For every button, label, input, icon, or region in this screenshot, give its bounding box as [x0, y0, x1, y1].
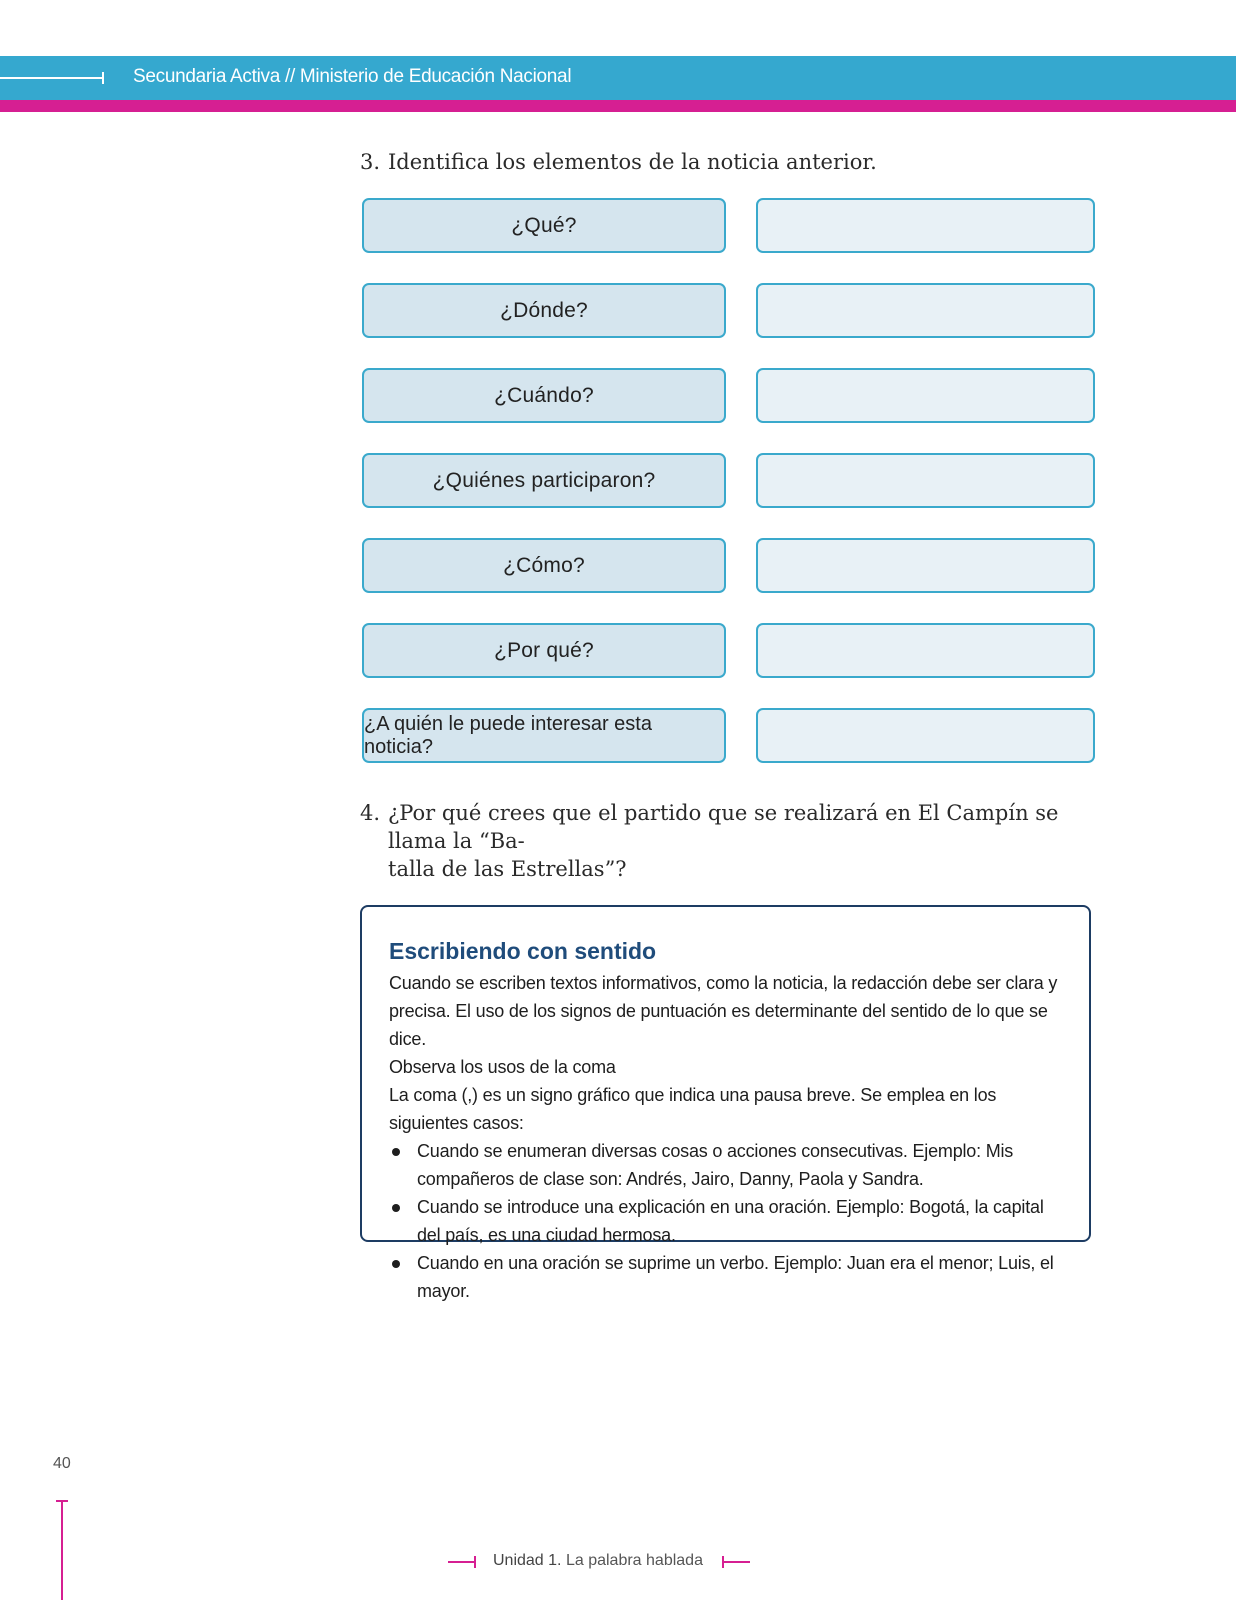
answer-box[interactable]: [756, 453, 1095, 508]
question-text: Identifica los elementos de la noticia anterior.: [388, 150, 877, 174]
answer-box[interactable]: [756, 198, 1095, 253]
row-quienes: [362, 453, 1095, 508]
info-paragraph-3: La coma (,) es un signo gráfico que indica una pausa breve. Se emplea en los siguientes casos:: [389, 1085, 997, 1133]
question-label-box: ¿Qué?: [362, 198, 726, 253]
row-a-quien: [362, 708, 1095, 763]
question-4: [360, 799, 1100, 883]
info-paragraph-1: Cuando se escriben textos informativos, como la noticia, la redacción debe ser clara y precisa. El uso de los signos de puntuación es determinante del sentido de lo que se dice.: [389, 973, 1058, 1049]
row-que: [362, 198, 1095, 253]
answer-box[interactable]: [756, 708, 1095, 763]
header-accent-stripe: [0, 100, 1236, 112]
page-number: 40: [53, 1455, 71, 1472]
row-por-que: [362, 623, 1095, 678]
question-label-box: ¿Dónde?: [362, 283, 726, 338]
question-label-box: ¿Quiénes participaron?: [362, 453, 726, 508]
question-label-box: ¿Cómo?: [362, 538, 726, 593]
row-como: [362, 538, 1095, 593]
answer-box[interactable]: [756, 283, 1095, 338]
footer-unit: Unidad 1.: [493, 1552, 562, 1569]
footer-right-rule-icon: [722, 1561, 750, 1563]
footer-unit-title: La palabra hablada: [565, 1552, 703, 1569]
info-paragraph-2: Observa los usos de la coma: [389, 1057, 616, 1077]
info-box-title: Escribiendo con sentido: [389, 938, 657, 964]
answer-box[interactable]: [756, 538, 1095, 593]
row-donde: [362, 283, 1095, 338]
bullet-item: Cuando se enumeran diversas cosas o acciones consecutivas. Ejemplo: Mis compañeros de clase son: Andrés, Jairo, Danny, Paola y Sandra.: [389, 1137, 1063, 1193]
header-title: Secundaria Activa // Ministerio de Educación Nacional: [133, 66, 572, 87]
question-number: 3.: [360, 150, 381, 174]
question-text-line-1: ¿Por qué crees que el partido que se realizará en El Campín se llama la “Ba-: [388, 801, 1059, 853]
question-label-box: ¿A quién le puede interesar esta noticia?: [362, 708, 726, 763]
bullet-list: [389, 1137, 1063, 1305]
answer-box[interactable]: [756, 368, 1095, 423]
question-number: 4.: [360, 801, 381, 825]
info-box: [360, 905, 1091, 1301]
bullet-item: Cuando se introduce una explicación en una oración. Ejemplo: Bogotá, la capital del país, es una ciudad hermosa.: [389, 1193, 1063, 1249]
question-text-line-2: talla de las Estrellas”?: [388, 857, 627, 881]
question-label-box: ¿Cuándo?: [362, 368, 726, 423]
bullet-item: Cuando en una oración se suprime un verbo. Ejemplo: Juan era el menor; Luis, el mayor.: [389, 1249, 1063, 1305]
footer-text: [493, 1552, 703, 1570]
header-rule-icon: [0, 77, 104, 79]
row-cuando: [362, 368, 1095, 423]
question-3: [360, 148, 1100, 176]
question-label-box: ¿Por qué?: [362, 623, 726, 678]
answer-box[interactable]: [756, 623, 1095, 678]
footer: [448, 1552, 768, 1572]
page-rule-icon: [61, 1500, 63, 1600]
footer-left-rule-icon: [448, 1561, 476, 1563]
